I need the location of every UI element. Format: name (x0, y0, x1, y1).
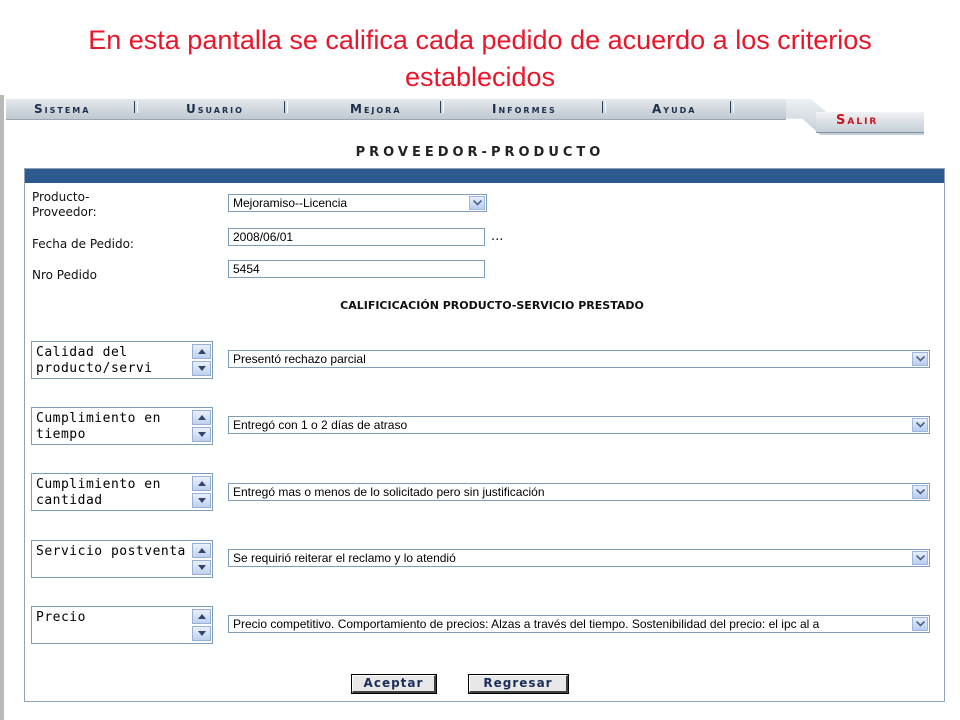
section-heading: CALIFICICACIÓN PRODUCTO-SERVICIO PRESTADO (340, 299, 644, 312)
spin-down-icon[interactable] (192, 427, 211, 442)
criteria-value: Precio competitivo. Comportamiento de precios: Alzas a través del tiempo. Sostenibilidad del precio: el ipc al a (233, 617, 820, 631)
menu-bar (6, 99, 786, 120)
fecha-input[interactable] (228, 228, 485, 246)
spin-down-icon[interactable] (192, 493, 211, 508)
regresar-button[interactable]: Regresar (469, 675, 568, 693)
criteria-name: Cumplimiento en cantidad (36, 477, 161, 508)
menu-separator (730, 101, 734, 113)
producto-label-line2: Proveedor: (32, 205, 97, 219)
criteria-name-box[interactable] (31, 407, 213, 445)
chevron-down-icon[interactable] (912, 551, 928, 565)
menu-separator (440, 101, 444, 113)
spin-down-icon[interactable] (192, 560, 211, 575)
menu-usuario[interactable]: Usuario (186, 102, 244, 116)
spin-up-icon[interactable] (192, 344, 211, 359)
criteria-value: Presentó rechazo parcial (233, 352, 366, 366)
panel-header-bar (25, 169, 944, 183)
menu-mejora[interactable]: Mejora (350, 102, 402, 116)
criteria-select[interactable] (228, 483, 930, 501)
criteria-select[interactable] (228, 615, 930, 633)
spin-down-icon[interactable] (192, 361, 211, 376)
nro-pedido-value: 5454 (233, 262, 260, 276)
menu-informes[interactable]: Informes (492, 102, 557, 116)
criteria-select[interactable] (228, 549, 930, 567)
criteria-value: Se requirió reiterar el reclamo y lo atendió (233, 551, 456, 565)
fecha-value: 2008/06/01 (233, 230, 294, 244)
spin-up-icon[interactable] (192, 609, 211, 624)
nro-pedido-input[interactable] (228, 260, 485, 278)
window-left-edge (0, 95, 4, 720)
criteria-select[interactable] (228, 350, 930, 368)
page-heading: PROVEEDOR-PRODUCTO (355, 145, 605, 160)
criteria-value: Entregó mas o menos de lo solicitado pero sin justificación (233, 485, 545, 499)
menu-separator (284, 101, 288, 113)
spin-up-icon[interactable] (192, 476, 211, 491)
criteria-name: Servicio postventa (36, 544, 186, 559)
producto-proveedor-value: Mejoramiso--Licencia (233, 196, 348, 210)
criteria-value: Entregó con 1 o 2 días de atraso (233, 418, 408, 432)
chevron-down-icon[interactable] (912, 617, 928, 631)
menu-separator (602, 101, 606, 113)
spin-up-icon[interactable] (192, 410, 211, 425)
fecha-label: Fecha de Pedido: (32, 237, 134, 251)
criteria-name: Cumplimiento en tiempo (36, 411, 161, 442)
criteria-name: Calidad del producto/servi (36, 345, 153, 376)
criteria-select[interactable] (228, 416, 930, 434)
chevron-down-icon[interactable] (912, 485, 928, 499)
chevron-down-icon[interactable] (469, 196, 485, 210)
criteria-name-box[interactable] (31, 606, 213, 644)
nro-pedido-label: Nro Pedido (32, 268, 97, 282)
producto-proveedor-select[interactable] (228, 194, 487, 212)
salir-button[interactable]: Salir (836, 113, 879, 128)
criteria-name-box[interactable] (31, 473, 213, 511)
criteria-name-box[interactable] (31, 341, 213, 379)
aceptar-button[interactable]: Aceptar (352, 675, 436, 693)
spin-up-icon[interactable] (192, 543, 211, 558)
criteria-name: Precio (36, 610, 86, 625)
chevron-down-icon[interactable] (912, 352, 928, 366)
producto-label-line1: Producto- (32, 190, 90, 204)
criteria-name-box[interactable] (31, 540, 213, 578)
date-picker-button[interactable]: ... (491, 229, 504, 244)
slide-title: En esta pantalla se califica cada pedido de acuerdo a los criterios establecidos (88, 25, 872, 92)
spin-down-icon[interactable] (192, 626, 211, 641)
chevron-down-icon[interactable] (912, 418, 928, 432)
menu-sistema[interactable]: Sistema (34, 102, 91, 116)
menu-separator (134, 101, 138, 113)
menu-ayuda[interactable]: Ayuda (652, 102, 697, 116)
